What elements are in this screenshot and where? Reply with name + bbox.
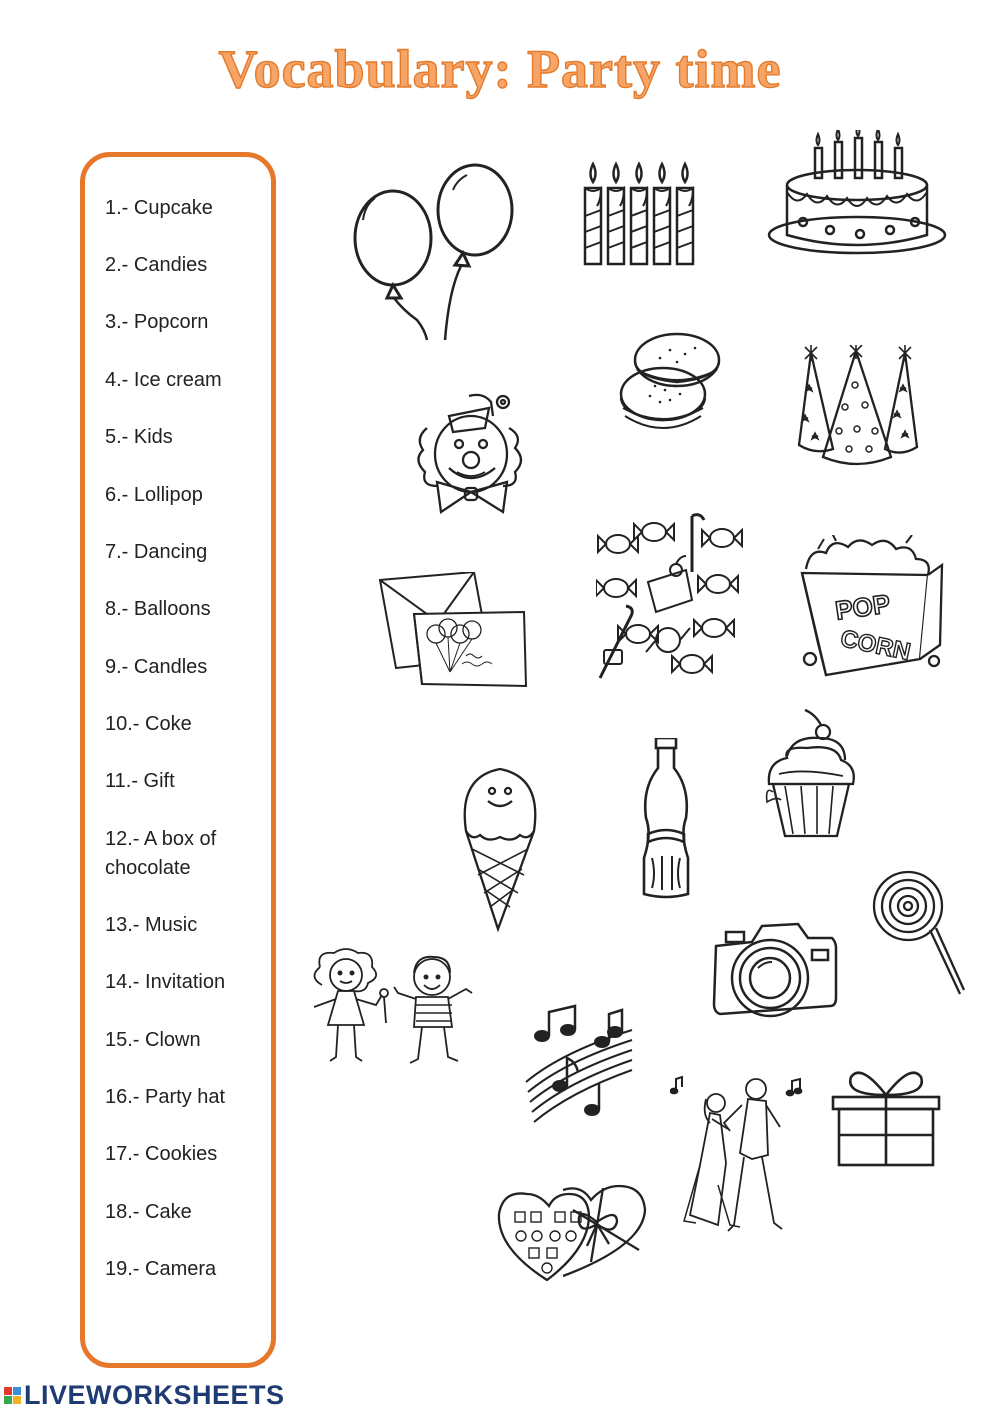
word-item: 15.- Clown — [105, 1029, 201, 1051]
invitation-picture — [378, 572, 528, 690]
gift-picture — [831, 1063, 941, 1171]
coke-bottle-picture — [638, 738, 694, 900]
word-item: 7.- Dancing — [105, 541, 208, 563]
word-item: 3.- Popcorn — [105, 311, 209, 333]
footer-brand-text: LIVEWORKSHEETS — [24, 1379, 285, 1410]
music-notes-picture — [522, 1002, 634, 1132]
camera-picture — [712, 918, 840, 1024]
cake-picture — [765, 130, 950, 260]
word-item: 9.- Candles — [105, 656, 208, 678]
clown-picture — [413, 388, 533, 518]
word-item: 1.- Cupcake — [105, 197, 213, 219]
candles-picture — [580, 160, 695, 268]
word-item: 12.- A box of chocolate — [105, 828, 217, 879]
box-of-chocolate-picture — [493, 1180, 649, 1286]
popcorn-label-corn: CORN — [838, 624, 913, 667]
word-item: 6.- Lollipop — [105, 484, 203, 506]
word-item: 5.- Kids — [105, 426, 173, 448]
ice-cream-picture — [458, 765, 543, 933]
word-item: 19.- Camera — [105, 1258, 217, 1280]
kids-picture — [306, 947, 476, 1072]
candies-picture — [596, 512, 746, 682]
popcorn-label-pop: POP — [833, 588, 892, 626]
word-item: 2.- Candies — [105, 254, 208, 276]
popcorn-picture — [796, 535, 946, 677]
word-item: 16.- Party hat — [105, 1086, 226, 1108]
lollipop-picture — [870, 868, 965, 998]
word-item: 13.- Music — [105, 914, 198, 936]
word-item: 10.- Coke — [105, 713, 192, 735]
cookies-picture — [615, 328, 725, 443]
dancing-couple-picture — [670, 1075, 805, 1235]
cupcake-picture — [763, 708, 859, 840]
word-item: 11.- Gift — [105, 770, 175, 792]
liveworksheets-logo-icon — [4, 1387, 21, 1404]
word-item: 14.- Invitation — [105, 971, 226, 993]
word-item: 18.- Cake — [105, 1201, 192, 1223]
party-hats-picture — [793, 345, 923, 475]
word-item: 4.- Ice cream — [105, 369, 222, 391]
balloons-picture — [345, 160, 525, 345]
page-title: Vocabulary: Party time — [218, 39, 782, 99]
word-item: 17.- Cookies — [105, 1143, 218, 1165]
footer-brand — [4, 1380, 285, 1410]
word-item: 8.- Balloons — [105, 598, 211, 620]
